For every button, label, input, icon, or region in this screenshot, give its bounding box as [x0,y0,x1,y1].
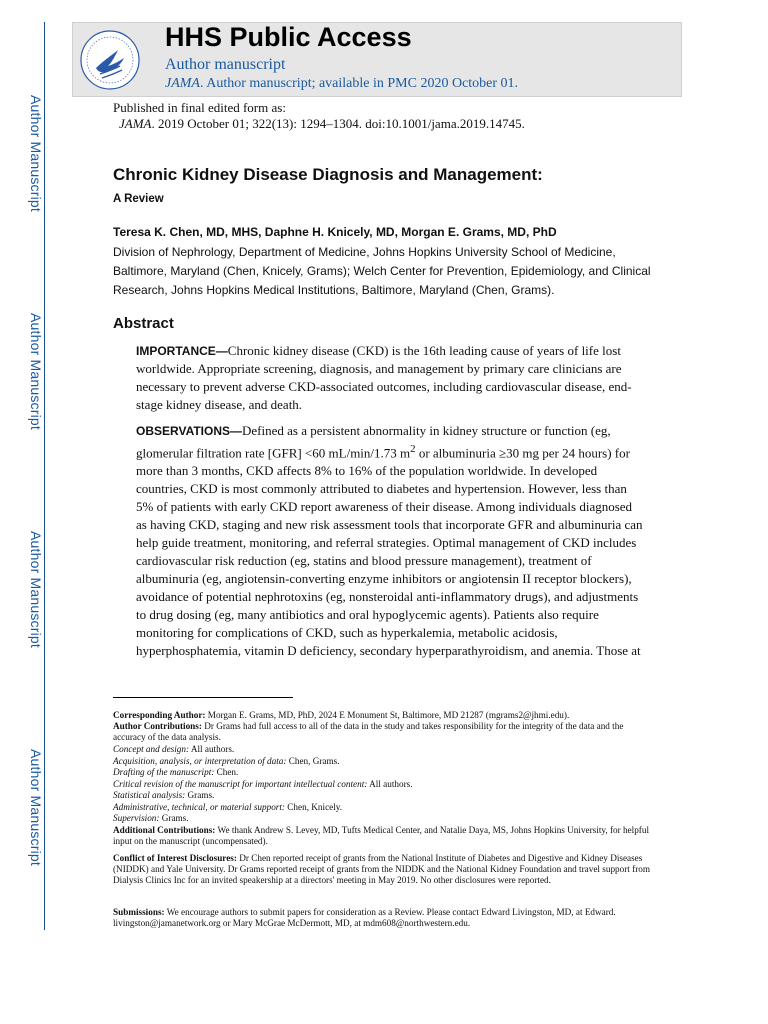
hhs-eagle-seal-icon [78,28,142,92]
abstract-heading: Abstract [113,315,174,332]
footnote-role: Concept and design: All authors. [113,744,235,754]
footnote-role: Supervision: Grams. [113,813,189,823]
footnote-author-contributions: Author Contributions: Dr Grams had full access to all of the data in the study and takes responsibility for the integrity of the data and the accuracy of the data analysis. [113,721,624,742]
abstract-observations: OBSERVATIONS—Defined as a persistent abnormality in kidney structure or function (eg, glomerular filtration rate [GFR] <60 mL/min/1.73 $m^2$ or albuminuria ≥30 mg per 24 hours) for more than 3 months, CKD affects 8% to 16% of the population worldwide. In developed countries, CKD is most commonly attributed to diabetes and hypertension. However, less than 5% of patients with early CKD report awareness of their disease. Among individuals diagnosed as having CKD, staging and new risk assessment tools that incorporate GFR and albuminuria can help guide treatment, monitoring, and referral strategies. Optimal management of CKD includes cardiovascular risk reduction (eg, statins and blood pressure management), treatment of albuminuria (eg, angiotensin-converting enzyme inhibitors or angiotensin II receptor blockers), avoidance of potential nephrotoxins (eg, nonsteroidal anti-inflammatory drugs), and adjustments to drug dosing (eg, many antibiotics and oral hypoglycemic agents). Patients also require monitoring for complications of CKD, such as hyperkalemia, metabolic acidosis, hyperphosphatemia, vitamin D deficiency, secondary hyperparathyroidism, and anemia. Those at [136,423,643,659]
side-label-author-manuscript: Author Manuscript [28,531,44,649]
journal-name: JAMA [119,116,152,131]
abstract-importance: IMPORTANCE—Chronic kidney disease (CKD) is the 16th leading cause of years of life lost worldwide. Appropriate screening, diagnosis, and management by primary care clinicians are necessary to prevent adverse CKD-associated outcomes, including cardiovascular disease, end-stage kidney disease, and death. [136,343,632,412]
side-label-author-manuscript: Author Manuscript [28,749,44,867]
side-label-author-manuscript: Author Manuscript [28,95,44,213]
header-availability: JAMA. Author manuscript; available in PMC 2020 October 01. [165,76,519,91]
journal-name: JAMA [165,76,200,91]
section-label: OBSERVATIONS— [136,424,243,438]
header-title: HHS Public Access [165,22,412,52]
footnote-rule [113,697,293,698]
header-subtitle: Author manuscript [165,56,286,73]
article-title: Chronic Kidney Disease Diagnosis and Management: [113,165,543,184]
footnote-role: Administrative, technical, or material support: Chen, Knicely. [113,802,343,812]
footnote-role: Critical revision of the manuscript for important intellectual content: All authors. [113,779,413,789]
side-label-author-manuscript: Author Manuscript [28,313,44,431]
author-list: Teresa K. Chen, MD, MHS, Daphne H. Knicely, MD, Morgan E. Grams, MD, PhD [113,225,557,239]
section-label: IMPORTANCE— [136,344,228,358]
margin-rule [44,22,45,930]
footnote-submissions: Submissions: We encourage authors to submit papers for consideration as a Review. Please contact Edward Livingston, MD, at Edward. livingston@jamanetwork.org or Mary McGrae McDermott, MD, at mdm608@northwestern.edu. [113,907,616,928]
footnote-corresponding-author: Corresponding Author: Morgan E. Grams, MD, PhD, 2024 E Monument St, Baltimore, MD 21287 (mgrams2@jhmi.edu). [113,710,570,720]
footnote-role: Acquisition, analysis, or interpretation of data: Chen, Grams. [113,756,340,766]
footnote-conflict-of-interest: Conflict of Interest Disclosures: Dr Chen reported receipt of grants from the National Institute of Diabetes and Digestive and Kidney Diseases (NIDDK) and Yale University. Dr Grams reported receipt of grants from the NIDDK and the National Kidney Foundation and travel support from Dialysis Clinics Inc for an invited speakership at a directors' meeting in May 2019. No other disclosures were reported. [113,853,650,885]
article-subtitle: A Review [113,193,164,205]
footnote-role: Statistical analysis: Grams. [113,790,215,800]
citation: JAMA. 2019 October 01; 322(13): 1294–1304. doi:10.1001/jama.2019.14745. [119,116,525,131]
footnote-role: Drafting of the manuscript: Chen. [113,767,239,777]
affiliations: Division of Nephrology, Department of Medicine, Johns Hopkins University School of Medicine, Baltimore, Maryland (Chen, Knicely, Grams); Welch Center for Prevention, Epidemiology, and Clinical Research, Johns Hopkins Medical Institutions, Baltimore, Maryland (Chen, Grams). [113,245,651,297]
footnote-additional-contributions: Additional Contributions: We thank Andrew S. Levey, MD, Tufts Medical Center, and Natalie Daya, MS, Johns Hopkins University, for helpful input on the manuscript (uncompensated). [113,825,649,846]
published-note: Published in final edited form as: [113,100,286,115]
